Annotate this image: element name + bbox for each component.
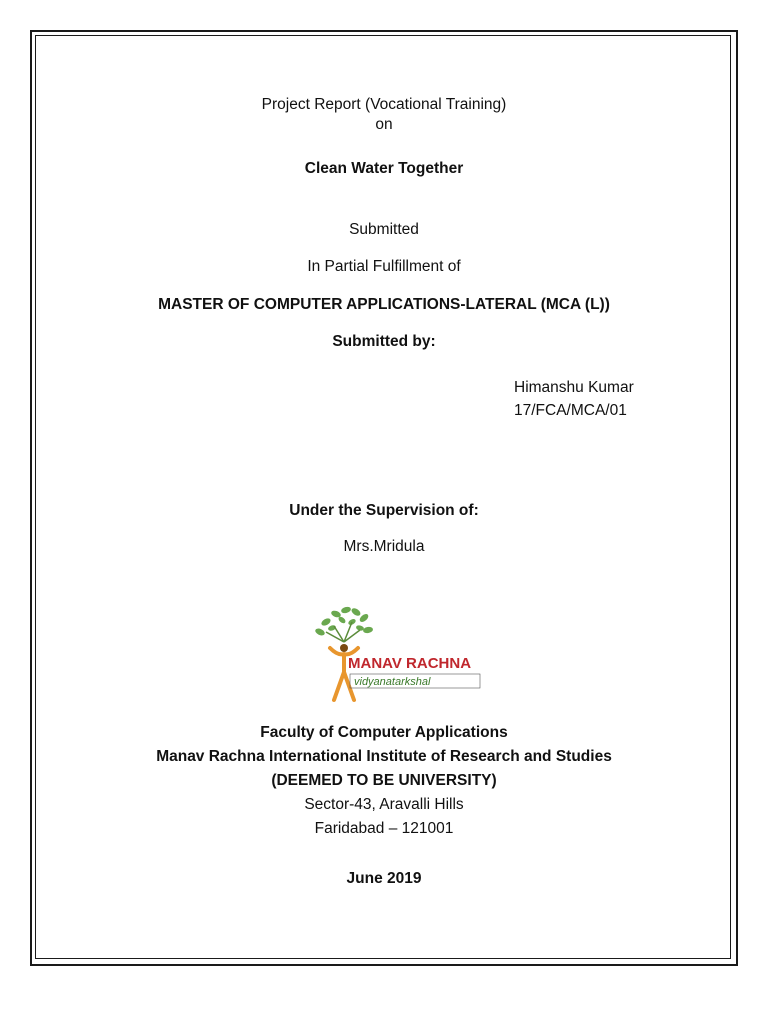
partial-fulfillment: In Partial Fulfillment of [307, 258, 461, 275]
degree-name: MASTER OF COMPUTER APPLICATIONS-LATERAL (MCA (L)) [158, 296, 610, 313]
institution-status: (DEEMED TO BE UNIVERSITY) [271, 772, 497, 789]
address-line-1: Sector-43, Aravalli Hills [304, 796, 464, 813]
institution-name: Manav Rachna International Institute of Research and Studies [156, 748, 612, 765]
logo-tagline-text: vidyanatarkshal [354, 676, 431, 688]
on-word: on [375, 116, 393, 133]
supervisor-name: Mrs.Mridula [343, 538, 425, 555]
supervision-label: Under the Supervision of: [289, 502, 479, 519]
faculty-name: Faculty of Computer Applications [260, 724, 508, 741]
submitted-by-label: Submitted by: [332, 333, 436, 350]
student-name: Himanshu Kumar [514, 379, 634, 396]
logo-brand-text: MANAV RACHNA [348, 655, 472, 672]
report-date: June 2019 [346, 870, 422, 887]
student-roll: 17/FCA/MCA/01 [514, 402, 627, 419]
manav-rachna-logo [312, 604, 512, 704]
report-type: Project Report (Vocational Training) [261, 96, 507, 113]
tree-figure-icon [312, 604, 512, 704]
project-title: Clean Water Together [304, 160, 464, 177]
address-line-2: Faridabad – 121001 [314, 820, 454, 837]
submitted-text: Submitted [349, 221, 419, 238]
